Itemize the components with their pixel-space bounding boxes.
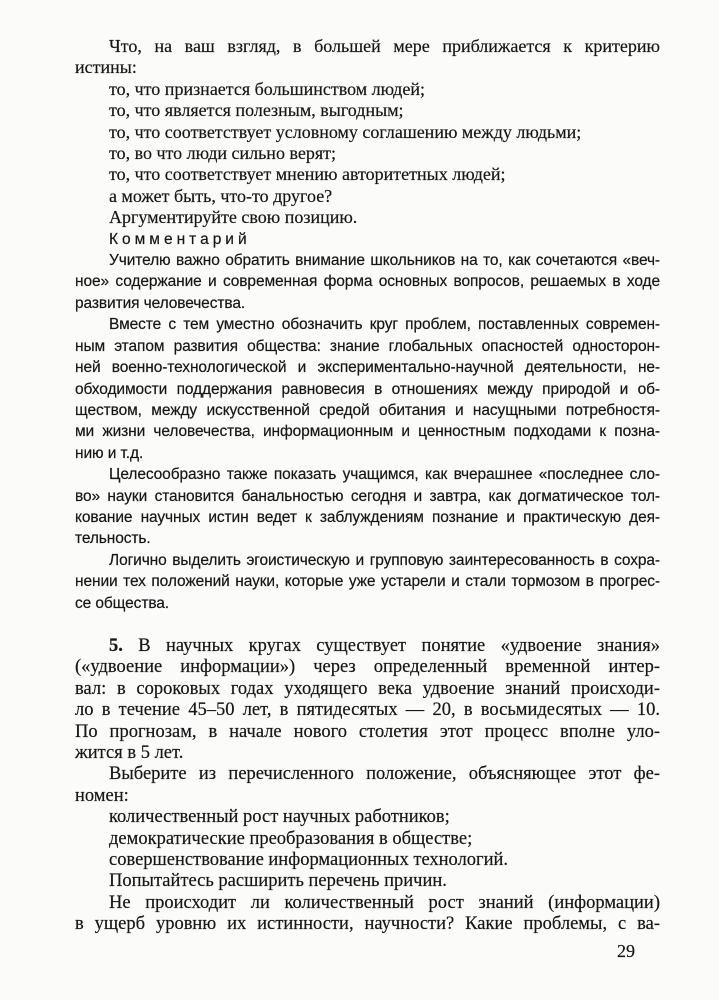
task-5-option xyxy=(75,850,660,871)
text-line: Что, на ваш взгляд, в большей мере приближается к критерию xyxy=(109,36,660,56)
comment-paragraph xyxy=(75,314,660,464)
text-line: демократические преобразования в обществе; xyxy=(109,828,473,849)
intro-option xyxy=(75,122,660,143)
text-line: ное» содержание и современная форма основных вопросов, решаемых в ходе xyxy=(75,273,660,291)
comment-paragraph xyxy=(75,550,660,614)
text-line: се общества. xyxy=(75,594,170,612)
text-line: то, что признается большинством людей; xyxy=(109,78,425,99)
text-line: По прогнозам, в начале нового столетия этот процесс вполне уло- xyxy=(75,721,660,742)
text-line: тельность. xyxy=(75,530,151,548)
intro-option xyxy=(75,164,660,185)
text-line: истины: xyxy=(75,57,137,78)
text-line: Логично выделить эгоистическую и групповую заинтересованность в сохра- xyxy=(109,551,660,569)
text-line: количественный рост научных работников; xyxy=(109,807,450,828)
intro-instruction xyxy=(75,207,660,228)
task-5-option xyxy=(75,807,660,828)
text-line: Вместе с тем уместно обозначить круг проблем, поставленных современ- xyxy=(109,316,660,334)
text-line: Аргументируйте свою позицию. xyxy=(109,207,358,228)
text-line: то, что является полезным, выгодным; xyxy=(109,100,404,121)
text-column xyxy=(75,36,660,936)
text-line: ществом, между искусственной средой обитания и насущными потребностя- xyxy=(75,401,660,419)
text-line: развития человечества. xyxy=(75,294,246,312)
task-5-instruction xyxy=(75,871,660,892)
text-line: ней военно-технологической и экспериментально-научной деятельности, не- xyxy=(75,359,660,377)
intro-option xyxy=(75,100,660,121)
text-line: ло в течение 45–50 лет, в пятидесятых — 20, в восьмидесятых — 10. xyxy=(75,700,660,721)
text-line: Комментарий xyxy=(109,230,251,248)
task-5-paragraph xyxy=(75,636,660,764)
intro-option xyxy=(75,143,660,164)
text-line: кование научных истин ведет к заблуждениям познание и практическую дея- xyxy=(75,508,660,526)
text-line: номен: xyxy=(75,785,129,806)
comment-paragraph xyxy=(75,250,660,314)
text-line: во» науки становится банальностью сегодня и завтра, как догматическое тол- xyxy=(75,487,660,505)
text-line: нию и т.д. xyxy=(75,444,144,462)
task-5-followup-question xyxy=(75,893,660,936)
page-number: 29 xyxy=(617,941,635,961)
task-number: 5. xyxy=(109,635,139,656)
text-line: Попытайтесь расширить перечень причин. xyxy=(109,871,447,892)
text-line: совершенствование информационных технологий. xyxy=(109,850,509,871)
text-line: Целесообразно также показать учащимся, как вчерашнее «последнее сло- xyxy=(109,466,660,484)
text-line: ным этапом развития общества: знание глобальных опасностей односторон- xyxy=(75,337,660,355)
text-line: нении тех положений науки, которые уже устарели и стали тормозом в прогрес- xyxy=(75,573,660,591)
text-line: Выберите из перечисленного положение, объясняющее этот фе- xyxy=(109,764,660,785)
comment-heading xyxy=(75,229,660,250)
text-line: в ущерб уровню их истинности, научности? Какие проблемы, с ва- xyxy=(75,914,660,935)
text-line: то, что соответствует мнению авторитетных людей; xyxy=(109,164,506,185)
text-line: жится в 5 лет. xyxy=(75,743,184,763)
intro-option xyxy=(75,186,660,207)
text-line: то, что соответствует условному соглашению между людьми; xyxy=(109,121,582,142)
comment-paragraph xyxy=(75,464,660,550)
text-line: а может быть, что-то другое? xyxy=(109,185,333,206)
text-line: («удвоение информации») через определенный временной интер- xyxy=(75,657,660,678)
task-5-question xyxy=(75,764,660,807)
text-line: вал: в сороковых годах уходящего века удвоение знаний происходи- xyxy=(75,678,660,699)
text-line: 5. В научных кругах существует понятие «удвоение знания» xyxy=(109,635,660,656)
text-line: ми жизни человечества, информационным и ценностным подходами к позна- xyxy=(75,423,660,441)
text-line: обходимости поддержания равновесия в отношениях между природой и об- xyxy=(75,380,660,398)
intro-option xyxy=(75,79,660,100)
text-line: Не происходит ли количественный рост знаний (информации) xyxy=(109,892,660,913)
text-line: Учителю важно обратить внимание школьников на то, как сочетаются «веч- xyxy=(109,252,660,270)
text-line: то, во что люди сильно верят; xyxy=(109,143,336,164)
task-5-option xyxy=(75,829,660,850)
intro-question xyxy=(75,36,660,79)
